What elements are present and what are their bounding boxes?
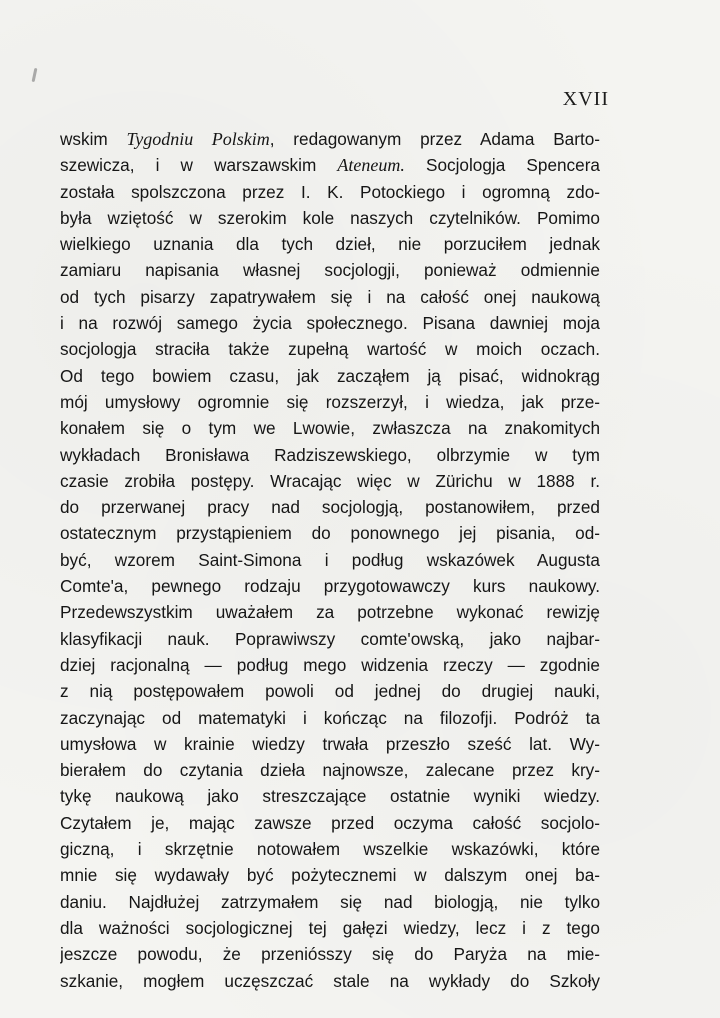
text-segment: Socjologja Spencera xyxy=(404,155,600,176)
text-segment: Od tego bowiem czasu, jak zacząłem ją pisać, widnokrąg xyxy=(60,365,600,386)
text-segment: daniu. Najdłużej zatrzymałem się nad biologją, nie tylko xyxy=(60,891,600,912)
text-line xyxy=(60,257,600,283)
text-segment: mnie się wydawały być pożytecznemi w dalszym onej ba- xyxy=(60,865,600,886)
text-line xyxy=(60,520,600,546)
text-segment: zaczynając od matematyki i kończąc na filozofji. Podróż ta xyxy=(60,707,600,728)
text-line xyxy=(60,968,600,994)
text-segment: tykę naukową jako streszczające ostatnie wyniki wiedzy. xyxy=(60,786,600,807)
text-line xyxy=(60,547,600,573)
text-segment: Przedewszystkim uważałem za potrzebne wykonać rewizję xyxy=(60,602,600,623)
text-line xyxy=(60,810,600,836)
text-line xyxy=(60,941,600,967)
text-segment: do przerwanej pracy nad socjologją, postanowiłem, przed xyxy=(60,497,600,518)
text-line xyxy=(60,731,600,757)
text-segment: Comte'a, pewnego rodzaju przygotowawczy kurs naukowy. xyxy=(60,576,600,597)
text-line xyxy=(60,336,600,362)
text-segment: klasyfikacji nauk. Poprawiwszy comte'owską, jako najbar- xyxy=(60,628,600,649)
text-segment: dla ważności socjologicznej tej gałęzi wiedzy, lecz i z tego xyxy=(60,917,600,938)
body-text xyxy=(60,126,600,994)
text-segment: , redagowanym przez Adama Barto- xyxy=(269,129,600,149)
text-segment: wielkiego uznania dla tych dzieł, nie porzuciłem jednak xyxy=(60,234,600,255)
text-line xyxy=(60,678,600,704)
text-segment: i na rozwój samego życia społecznego. Pisana dawniej moja xyxy=(60,313,600,334)
text-line xyxy=(60,126,600,152)
text-segment: wskim xyxy=(60,129,127,149)
text-line xyxy=(60,179,600,205)
page-number: XVII xyxy=(562,88,609,110)
text-line xyxy=(60,705,600,731)
italic-title: Ateneum. xyxy=(337,155,405,176)
text-segment: umysłowa w krainie wiedzy trwała przeszło sześć lat. Wy- xyxy=(60,733,600,754)
text-segment: od tych pisarzy zapatrywałem się i na całość onej naukową xyxy=(60,286,600,307)
text-line xyxy=(60,389,600,415)
text-segment: bierałem do czytania dzieła najnowsze, zalecane przez kry- xyxy=(60,760,600,781)
text-line xyxy=(60,363,600,389)
text-segment: zamiaru napisania własnej socjologji, ponieważ odmiennie xyxy=(60,260,600,281)
text-line xyxy=(60,415,600,441)
text-segment: szewicza, i w warszawskim xyxy=(60,155,338,176)
text-segment: jeszcze powodu, że przeniósszy się do Paryża na mie- xyxy=(60,944,600,965)
text-line xyxy=(60,310,600,336)
text-segment: być, wzorem Saint-Simona i podług wskazówek Augusta xyxy=(60,549,600,570)
paper-mark xyxy=(32,68,38,82)
text-line xyxy=(60,205,600,231)
text-segment: dziej racjonalną — podług mego widzenia rzeczy — zgodnie xyxy=(60,654,600,675)
text-segment: giczną, i skrzętnie notowałem wszelkie wskazówki, które xyxy=(60,839,600,860)
text-line xyxy=(60,889,600,915)
text-line xyxy=(60,915,600,941)
text-segment: szkanie, mogłem uczęszczać stale na wykłady do Szkoły xyxy=(60,970,600,991)
text-line xyxy=(60,284,600,310)
text-segment: ostatecznym przystąpieniem do ponownego jej pisania, od- xyxy=(60,523,600,544)
text-line xyxy=(60,231,600,257)
text-segment: z nią postępowałem powoli od jednej do drugiej nauki, xyxy=(60,681,600,702)
text-segment: mój umysłowy ogromnie się rozszerzył, i wiedza, jak prze- xyxy=(60,391,600,412)
text-line xyxy=(60,442,600,468)
text-line xyxy=(60,152,600,178)
text-segment: socjologja straciła także zupełną wartość w moich oczach. xyxy=(60,339,600,360)
text-segment: była wziętość w szerokim kole naszych czytelników. Pomimo xyxy=(60,207,600,228)
italic-title: Tygodniu Polskim xyxy=(126,129,270,149)
text-line xyxy=(60,862,600,888)
text-line xyxy=(60,573,600,599)
text-line xyxy=(60,494,600,520)
text-segment: Czytałem je, mając zawsze przed oczyma całość socjolo- xyxy=(60,812,600,833)
text-segment: czasie zrobiła postępy. Wracając więc w Zürichu w 1888 r. xyxy=(60,470,600,491)
text-segment: wykładach Bronisława Radziszewskiego, olbrzymie w tym xyxy=(60,444,600,465)
text-line xyxy=(60,783,600,809)
text-segment: została spolszczona przez I. K. Potockiego i ogromną zdo- xyxy=(60,181,600,202)
text-line xyxy=(60,626,600,652)
text-line xyxy=(60,599,600,625)
text-line xyxy=(60,468,600,494)
text-segment: konałem się o tym we Lwowie, zwłaszcza na znakomitych xyxy=(60,418,600,439)
text-line xyxy=(60,757,600,783)
text-line xyxy=(60,836,600,862)
text-line xyxy=(60,652,600,678)
